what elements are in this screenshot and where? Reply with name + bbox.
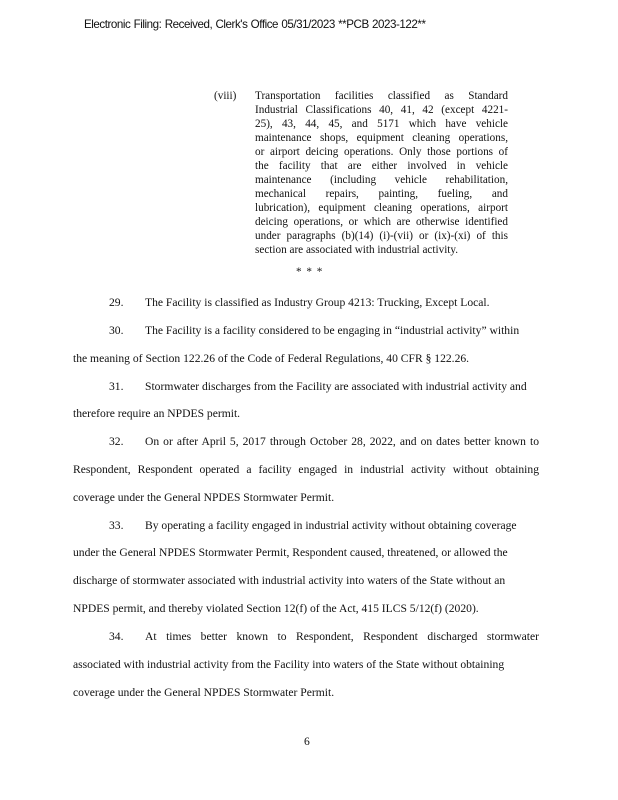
paragraph-number: 32.: [109, 435, 124, 448]
subsection-line: lubrication), equipment cleaning operations, airport: [255, 202, 508, 214]
omission-asterisks: * * *: [296, 266, 324, 278]
paragraph-line: coverage under the General NPDES Stormwater Permit.: [73, 686, 335, 699]
paragraph-number: 31.: [109, 380, 124, 393]
paragraph-line: the meaning of Section 122.26 of the Code of Federal Regulations, 40 CFR § 122.26.: [73, 352, 470, 365]
page-number: 6: [304, 735, 310, 748]
subsection-line: under paragraphs (b)(14) (i)-(vii) or (ix)-(xi) of this: [255, 230, 508, 242]
paragraph-line: under the General NPDES Stormwater Permit, Respondent caused, threatened, or allowed the: [73, 546, 508, 559]
subsection-line: Industrial Classifications 40, 41, 42 (except 4221-: [255, 104, 508, 116]
paragraph-number: 29.: [109, 296, 124, 309]
subsection-number: (viii): [214, 90, 237, 102]
paragraph-line: By operating a facility engaged in industrial activity without obtaining coverage: [145, 519, 517, 532]
subsection-line: maintenance (including vehicle rehabilitation,: [255, 174, 508, 186]
paragraph-line: On or after April 5, 2017 through October 28, 2022, and on dates better known to: [145, 435, 539, 448]
paragraph-line: NPDES permit, and thereby violated Section 12(f) of the Act, 415 ILCS 5/12(f) (2020).: [73, 602, 479, 615]
paragraph-line: associated with industrial activity from the Facility into waters of the State without obtaining: [73, 658, 505, 671]
filing-stamp: Electronic Filing: Received, Clerk's Office 05/31/2023 **PCB 2023-122**: [84, 18, 426, 31]
paragraph-line: Respondent, Respondent operated a facility engaged in industrial activity without obtaining: [73, 463, 539, 476]
paragraph-line: At times better known to Respondent, Respondent discharged stormwater: [145, 630, 539, 643]
paragraph-line: therefore require an NPDES permit.: [73, 407, 241, 420]
subsection-line: maintenance shops, equipment cleaning operations,: [255, 132, 508, 144]
subsection-line: the facility that are either involved in vehicle: [255, 160, 508, 172]
paragraph-number: 34.: [109, 630, 124, 643]
paragraph-number: 30.: [109, 324, 124, 337]
paragraph-line: coverage under the General NPDES Stormwater Permit.: [73, 491, 335, 504]
subsection-line: section are associated with industrial activity.: [255, 244, 459, 256]
subsection-line: mechanical repairs, painting, fueling, and: [255, 188, 508, 200]
subsection-line: deicing operations, or which are otherwise identified: [255, 216, 508, 228]
paragraph-number: 33.: [109, 519, 124, 532]
paragraph-line: The Facility is a facility considered to be engaging in “industrial activity” within: [145, 324, 520, 337]
subsection-line: or airport deicing operations. Only those portions of: [255, 146, 508, 158]
subsection-line: Transportation facilities classified as Standard: [255, 90, 508, 102]
paragraph-line: Stormwater discharges from the Facility are associated with industrial activity and: [145, 380, 527, 393]
paragraph-line: The Facility is classified as Industry Group 4213: Trucking, Except Local.: [145, 296, 490, 309]
paragraph-line: discharge of stormwater associated with industrial activity into waters of the State without an: [73, 574, 506, 587]
subsection-line: 25), 43, 44, 45, and 5171 which have vehicle: [255, 118, 508, 130]
